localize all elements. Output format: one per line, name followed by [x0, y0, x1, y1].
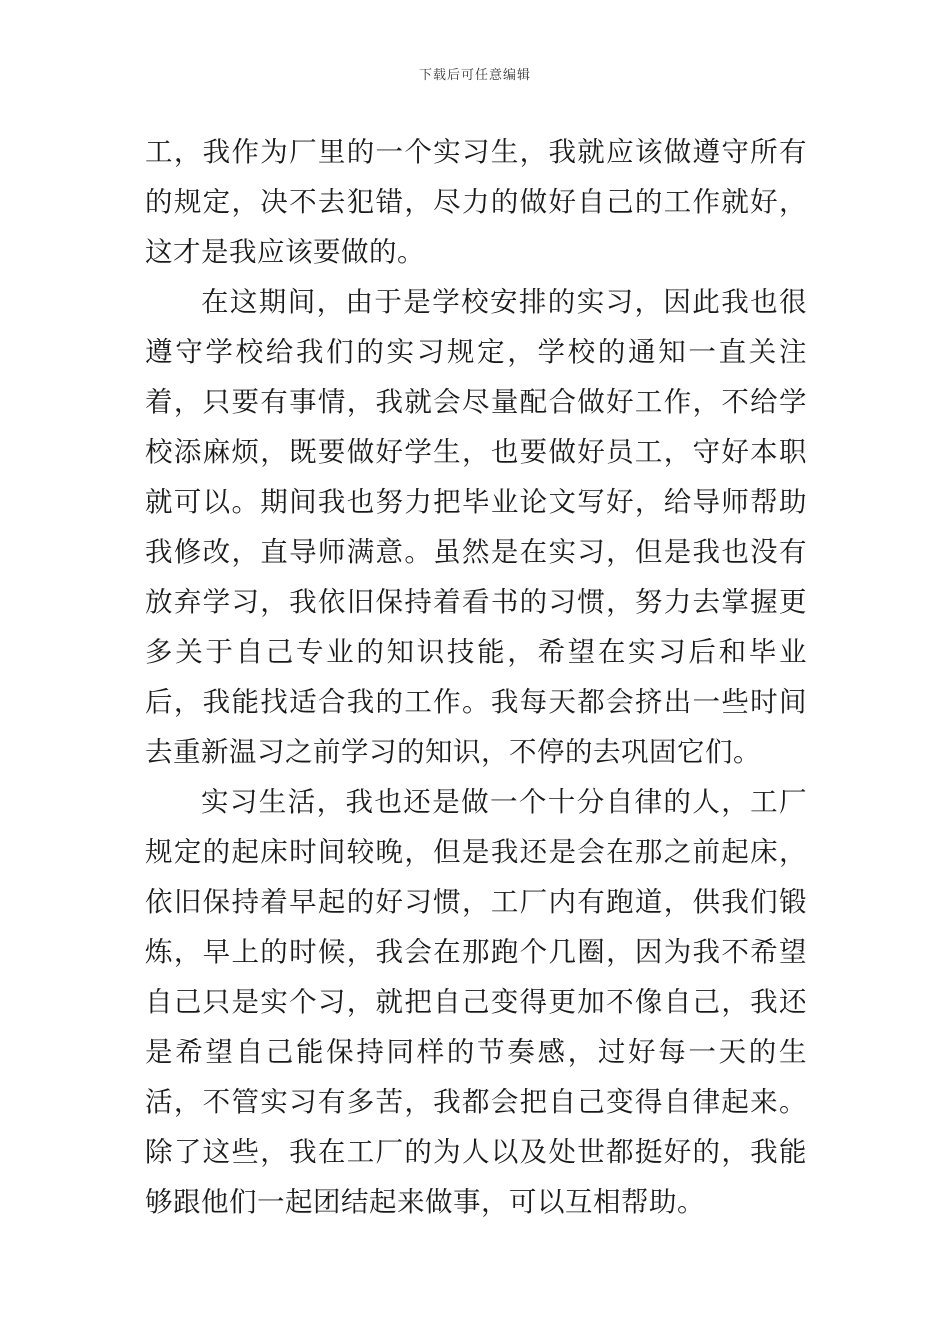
paragraph-self-discipline: 实习生活，我也还是做一个十分自律的人，工厂规定的起床时间较晚，但是我还是会在那之前起床，依旧保持着早起的好习惯，工厂内有跑道，供我们锻炼，早上的时候，我会在那跑个几圈，因为我不希望自己只是实个习，就把自己变得更加不像自己，我还是希望自己能保持同样的节奏感，过好每一天的生活，不管实习有多苦，我都会把自己变得自律起来。除了这些，我在工厂的为人以及处世都挺好的，我能够跟他们一起团结起来做事，可以互相帮助。	[145, 786, 807, 1218]
paragraph-continuation: 工，我作为厂里的一个实习生，我就应该做遵守所有的规定，决不去犯错，尽力的做好自己的工作就好，这才是我应该要做的。	[145, 136, 807, 268]
document-body	[145, 127, 807, 1227]
page-header: 下载后可任意编辑	[418, 68, 531, 83]
paragraph-school-internship: 在这期间，由于是学校安排的实习，因此我也很遵守学校给我们的实习规定，学校的通知一直关注着，只要有事情，我就会尽量配合做好工作，不给学校添麻烦，既要做好学生，也要做好员工，守好本职就可以。期间我也努力把毕业论文写好，给导师帮助我修改，直导师满意。虽然是在实习，但是我也没有放弃学习，我依旧保持着看书的习惯，努力去掌握更多关于自己专业的知识技能，希望在实习后和毕业后，我能找适合我的工作。我每天都会挤出一些时间去重新温习之前学习的知识，不停的去巩固它们。	[145, 286, 807, 768]
